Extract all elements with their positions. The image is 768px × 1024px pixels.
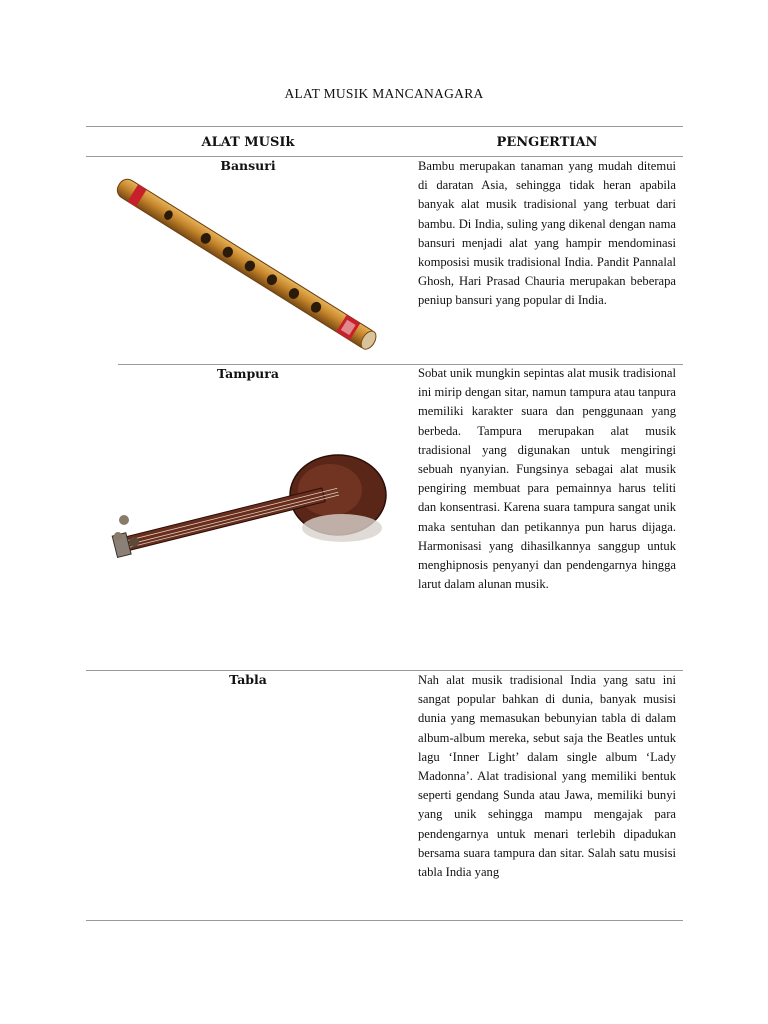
table-top-rule — [86, 126, 683, 127]
tampura-instrument-image — [110, 440, 390, 560]
description-bansuri: Bambu merupakan tanaman yang mudah ditemui di daratan Asia, sehingga tidak heran apabila banyak alat musik tradisional yang terbuat dari bambu. Di India, suling yang dikenal dengan nama bansuri menjadi alat yang hampir mendominasi komposisi musik tradisional India. Pandit Pannalal Ghosh, Hari Prasad Chauria merupakan beberapa peniup bansuri yang popular di India. — [418, 159, 676, 308]
instrument-name-bansuri: Bansuri — [220, 158, 276, 173]
instrument-name-tampura: Tampura — [217, 366, 279, 381]
page-title: ALAT MUSIK MANCANAGARA — [284, 86, 484, 101]
instrument-name-tabla: Tabla — [229, 672, 267, 687]
column-header-definition: PENGERTIAN — [496, 135, 598, 150]
description-tabla: Nah alat musik tradisional India yang satu ini sangat popular bahkan di dunia, banyak musisi dunia yang memasukan bebunyian tabla di dalam album-album mereka, sebut saja the Beatles untuk lagu ‘Inner Light’ dalam single album ‘Lady Madonna’. Alat tradisional yang memiliki bentuk seperti gendang Sunda atau Jawa, memiliki bunyi yang unik sehingga mampu mengajak para pendengarnya untuk menari terlebih dipadukan bersama suara tampura dan sitar. Salah satu musisi tabla India yang — [418, 673, 676, 880]
bansuri-flute-image — [115, 178, 380, 348]
column-header-instrument: ALAT MUSIk — [201, 135, 295, 150]
table-bottom-rule — [86, 920, 683, 921]
description-tampura: Sobat unik mungkin sepintas alat musik tradisional ini mirip dengan sitar, namun tampura atau tanpura memiliki karakter suara dan penggunaan yang berbeda. Tampura merupakan alat musik tradisional yang digunakan untuk mengiringi sebuah nyanyian. Fungsinya sebagai alat musik pengiring membuat para pemainnya harus teliti dan konsentrasi. Karena suara tampura sangat unik maka sentuhan dan petikannya pun harus dijaga. Harmonisasi yang dihasilkannya sanggup untuk menghipnosis penyanyi dan pendengarnya hingga larut dalam alunan musik. — [418, 366, 676, 592]
